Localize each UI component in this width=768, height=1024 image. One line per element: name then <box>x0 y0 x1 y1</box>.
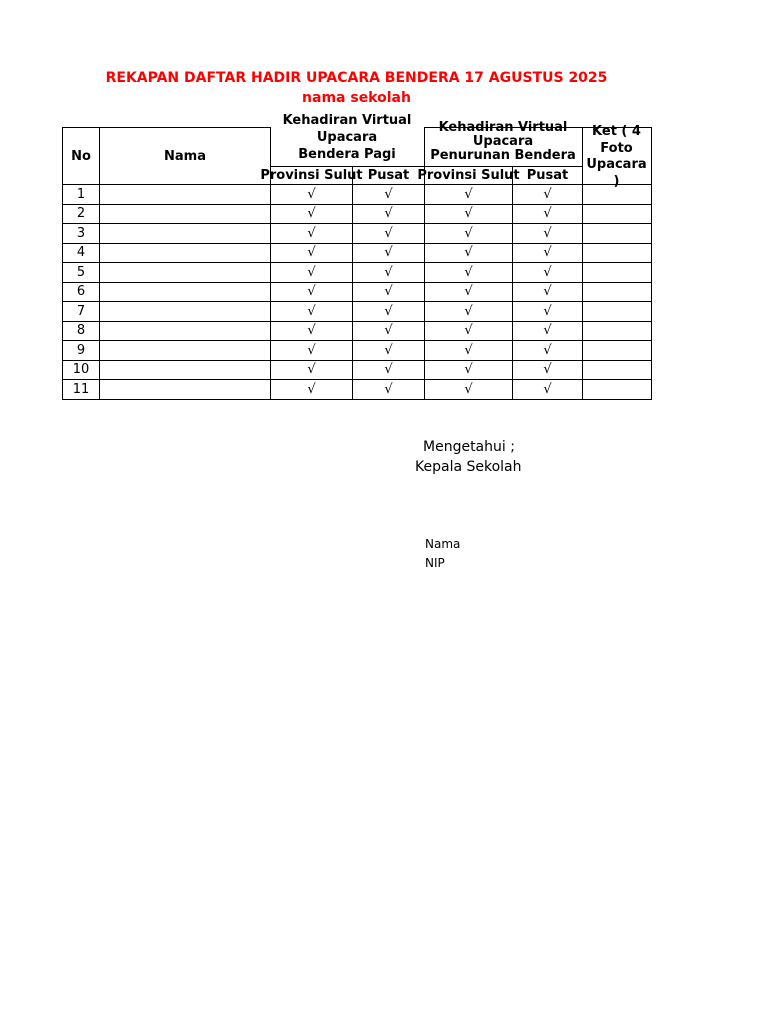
table-row <box>63 185 652 205</box>
row-number: 4 <box>63 243 100 263</box>
kepala-sekolah-label: Kepala Sekolah <box>415 459 522 475</box>
row-number: 6 <box>63 282 100 302</box>
subheader-pusat-penurunan: Pusat <box>513 167 583 185</box>
row-ket <box>583 360 652 380</box>
check-provinsi-pagi: √ <box>271 282 353 302</box>
check-provinsi-pagi: √ <box>271 341 353 361</box>
check-pusat-pagi: √ <box>353 204 425 224</box>
check-provinsi-penurunan: √ <box>425 380 513 400</box>
row-ket <box>583 263 652 283</box>
row-nama <box>100 360 271 380</box>
check-pusat-penurunan: √ <box>513 360 583 380</box>
check-provinsi-penurunan: √ <box>425 224 513 244</box>
check-pusat-penurunan: √ <box>513 341 583 361</box>
check-pusat-penurunan: √ <box>513 282 583 302</box>
check-pusat-pagi: √ <box>353 341 425 361</box>
nip-label: NIP <box>425 556 445 570</box>
row-number: 1 <box>63 185 100 205</box>
check-pusat-pagi: √ <box>353 360 425 380</box>
check-pusat-penurunan: √ <box>513 204 583 224</box>
table-row <box>63 282 652 302</box>
group1-line3: Bendera Pagi <box>298 147 396 162</box>
table-row <box>63 204 652 224</box>
table-row <box>63 341 652 361</box>
row-nama <box>100 185 271 205</box>
row-nama <box>100 204 271 224</box>
check-provinsi-penurunan: √ <box>425 321 513 341</box>
row-ket <box>583 321 652 341</box>
header-nama: Nama <box>100 128 271 185</box>
row-nama <box>100 282 271 302</box>
table-row <box>63 302 652 322</box>
group2-line2: Upacara <box>472 134 534 149</box>
check-provinsi-penurunan: √ <box>425 282 513 302</box>
check-provinsi-penurunan: √ <box>425 302 513 322</box>
check-pusat-pagi: √ <box>353 302 425 322</box>
check-pusat-pagi: √ <box>353 243 425 263</box>
check-provinsi-pagi: √ <box>271 321 353 341</box>
group1-line1: Kehadiran Virtual <box>282 113 412 128</box>
group2-line1: Kehadiran Virtual <box>438 120 568 135</box>
header-no: No <box>63 128 100 185</box>
row-number: 5 <box>63 263 100 283</box>
check-pusat-penurunan: √ <box>513 302 583 322</box>
mengetahui-label: Mengetahui ; <box>423 439 515 455</box>
ket-line4: ) <box>613 173 620 189</box>
document-title: REKAPAN DAFTAR HADIR UPACARA BENDERA 17 AGUSTUS 2025 <box>105 70 608 86</box>
check-pusat-pagi: √ <box>353 263 425 283</box>
check-pusat-penurunan: √ <box>513 224 583 244</box>
check-pusat-penurunan: √ <box>513 321 583 341</box>
check-provinsi-penurunan: √ <box>425 263 513 283</box>
row-ket <box>583 204 652 224</box>
row-number: 11 <box>63 380 100 400</box>
row-nama <box>100 243 271 263</box>
nama-label: Nama <box>425 537 461 551</box>
row-ket <box>583 380 652 400</box>
check-provinsi-penurunan: √ <box>425 185 513 205</box>
ket-line2: Foto <box>600 140 633 156</box>
check-provinsi-penurunan: √ <box>425 341 513 361</box>
check-provinsi-pagi: √ <box>271 204 353 224</box>
ket-header-text <box>582 124 651 190</box>
check-provinsi-pagi: √ <box>271 360 353 380</box>
check-pusat-pagi: √ <box>353 185 425 205</box>
check-provinsi-pagi: √ <box>271 380 353 400</box>
group1-header-text <box>270 113 424 162</box>
table-row <box>63 263 652 283</box>
group1-line2: Upacara <box>316 130 378 145</box>
row-number: 3 <box>63 224 100 244</box>
check-pusat-penurunan: √ <box>513 185 583 205</box>
row-number: 10 <box>63 360 100 380</box>
check-provinsi-pagi: √ <box>271 302 353 322</box>
check-provinsi-penurunan: √ <box>425 360 513 380</box>
row-nama <box>100 321 271 341</box>
row-number: 8 <box>63 321 100 341</box>
check-pusat-penurunan: √ <box>513 380 583 400</box>
row-nama <box>100 263 271 283</box>
check-pusat-pagi: √ <box>353 282 425 302</box>
subheader-pusat-pagi: Pusat <box>353 167 425 185</box>
subheader-provinsi-pagi: Provinsi Sulut <box>260 168 363 183</box>
check-pusat-pagi: √ <box>353 321 425 341</box>
subheader-provinsi-penurunan: Provinsi Sulut <box>417 168 520 183</box>
row-number: 9 <box>63 341 100 361</box>
row-nama <box>100 380 271 400</box>
row-nama <box>100 302 271 322</box>
row-number: 2 <box>63 204 100 224</box>
check-pusat-pagi: √ <box>353 224 425 244</box>
check-provinsi-pagi: √ <box>271 185 353 205</box>
row-ket <box>583 282 652 302</box>
check-pusat-pagi: √ <box>353 380 425 400</box>
table-row <box>63 380 652 400</box>
check-pusat-penurunan: √ <box>513 243 583 263</box>
check-provinsi-pagi: √ <box>271 243 353 263</box>
ket-line1: Ket ( 4 <box>592 124 641 139</box>
table-row <box>63 224 652 244</box>
check-provinsi-penurunan: √ <box>425 243 513 263</box>
row-ket <box>583 224 652 244</box>
check-provinsi-penurunan: √ <box>425 204 513 224</box>
row-ket <box>583 243 652 263</box>
group2-header-text <box>424 121 582 163</box>
table-row <box>63 243 652 263</box>
table-row <box>63 321 652 341</box>
row-nama <box>100 341 271 361</box>
check-pusat-penurunan: √ <box>513 263 583 283</box>
group2-line3: Penurunan Bendera <box>430 148 576 163</box>
ket-line3: Upacara <box>586 157 647 172</box>
row-nama <box>100 224 271 244</box>
table-row <box>63 360 652 380</box>
check-provinsi-pagi: √ <box>271 263 353 283</box>
check-provinsi-pagi: √ <box>271 224 353 244</box>
attendance-table <box>62 127 652 400</box>
row-number: 7 <box>63 302 100 322</box>
school-name: nama sekolah <box>302 90 411 106</box>
row-ket <box>583 302 652 322</box>
row-ket <box>583 341 652 361</box>
